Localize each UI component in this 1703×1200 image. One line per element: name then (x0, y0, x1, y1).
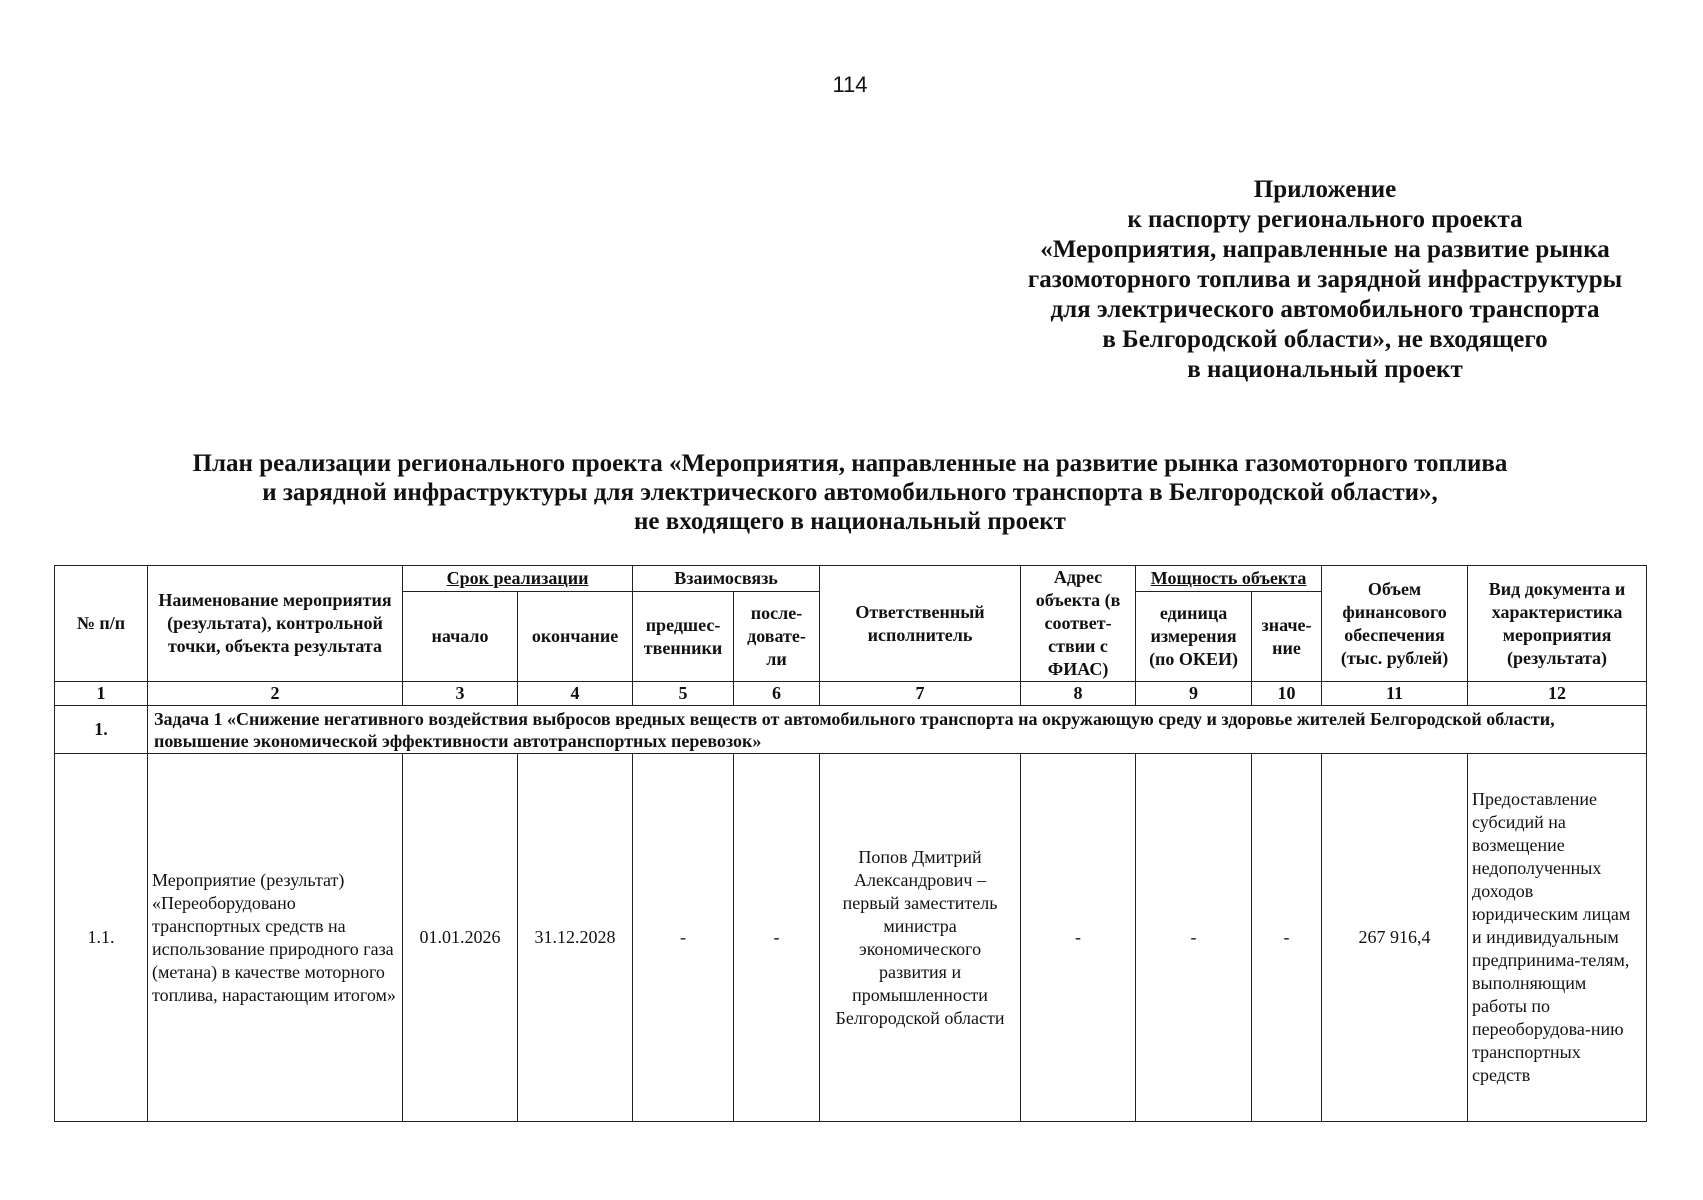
task-text: Задача 1 «Снижение негативного воздействия выбросов вредных веществ от автомобильного транспорта на окружающую среду и здоровье жителей Белгородской области, повышение экономической эффективности автотранспортных перевозок» (148, 706, 1647, 754)
column-number: 8 (1021, 682, 1136, 706)
row-address: - (1021, 754, 1136, 1122)
appendix-line: «Мероприятия, направленные на развитие рынка (1040, 236, 1610, 263)
header-funding: Объем финансового обеспечения (тыс. рублей) (1322, 566, 1468, 682)
row-predecessors: - (633, 754, 734, 1122)
header-value: значе-ние (1252, 592, 1322, 682)
header-name: Наименование мероприятия (результата), контрольной точки, объекта результата (148, 566, 403, 682)
header-executor: Ответственный исполнитель (820, 566, 1021, 682)
column-number: 12 (1468, 682, 1647, 706)
row-unit: - (1136, 754, 1252, 1122)
column-number: 6 (734, 682, 820, 706)
plan-table (54, 565, 1647, 1122)
task-row (55, 706, 1647, 754)
table-row (55, 754, 1647, 1122)
header-end: окончание (518, 592, 633, 682)
column-number: 2 (148, 682, 403, 706)
row-name: Мероприятие (результат) «Переоборудовано транспортных средств на использование природного газа (метана) в качестве моторного топлива, нарастающим итогом» (148, 754, 403, 1122)
plan-title-line: не входящего в национальный проект (634, 508, 1066, 535)
column-number: 1 (55, 682, 148, 706)
plan-title-line: План реализации регионального проекта «Мероприятия, направленные на развитие рынка газомоторного топлива (192, 450, 1508, 477)
column-number: 9 (1136, 682, 1252, 706)
row-successors: - (734, 754, 820, 1122)
row-executor: Попов Дмитрий Александрович – первый заместитель министра экономического развития и промышленности Белгородской области (820, 754, 1021, 1122)
header-predecessors: предшес-твенники (633, 592, 734, 682)
header-unit: единица измерения (по ОКЕИ) (1136, 592, 1252, 682)
header-capacity-label: Мощность объекта (1150, 568, 1307, 589)
header-capacity (1136, 566, 1322, 592)
appendix-line: к паспорту регионального проекта (1127, 206, 1523, 233)
row-start-date: 01.01.2026 (403, 754, 518, 1122)
appendix-header (990, 175, 1660, 385)
plan-title-line: и зарядной инфраструктуры для электрического автомобильного транспорта в Белгородской области», (262, 479, 1438, 506)
appendix-line: газомоторного топлива и зарядной инфраструктуры (1027, 266, 1623, 293)
appendix-line: в национальный проект (1187, 356, 1463, 383)
header-document: Вид документа и характеристика мероприятия (результата) (1468, 566, 1647, 682)
row-document: Предоставление субсидий на возмещение недополученных доходов юридическим лицам и индивидуальным предпринима-телям, выполняющим работы по переоборудова-нию транспортных средств (1468, 754, 1647, 1122)
appendix-line: Приложение (1253, 176, 1397, 203)
column-number: 3 (403, 682, 518, 706)
column-number: 4 (518, 682, 633, 706)
header-address: Адрес объекта (в соответ-ствии с ФИАС) (1021, 566, 1136, 682)
task-number: 1. (55, 706, 148, 754)
table-header-row (55, 566, 1647, 592)
row-funding: 267 916,4 (1322, 754, 1468, 1122)
column-number-row (55, 682, 1647, 706)
column-number: 11 (1322, 682, 1468, 706)
header-num: № п/п (55, 566, 148, 682)
row-number: 1.1. (55, 754, 148, 1122)
plan-title (130, 449, 1570, 536)
column-number: 7 (820, 682, 1021, 706)
column-number: 5 (633, 682, 734, 706)
row-value: - (1252, 754, 1322, 1122)
column-number: 10 (1252, 682, 1322, 706)
appendix-line: для электрического автомобильного транспорта (1050, 296, 1600, 323)
header-start: начало (403, 592, 518, 682)
header-relation: Взаимосвязь (633, 566, 820, 592)
page-number: 114 (832, 72, 868, 97)
row-end-date: 31.12.2028 (518, 754, 633, 1122)
header-period-label: Срок реализации (446, 568, 589, 589)
header-successors: после-довате-ли (734, 592, 820, 682)
header-period (403, 566, 633, 592)
appendix-line: в Белгородской области», не входящего (1102, 326, 1548, 353)
